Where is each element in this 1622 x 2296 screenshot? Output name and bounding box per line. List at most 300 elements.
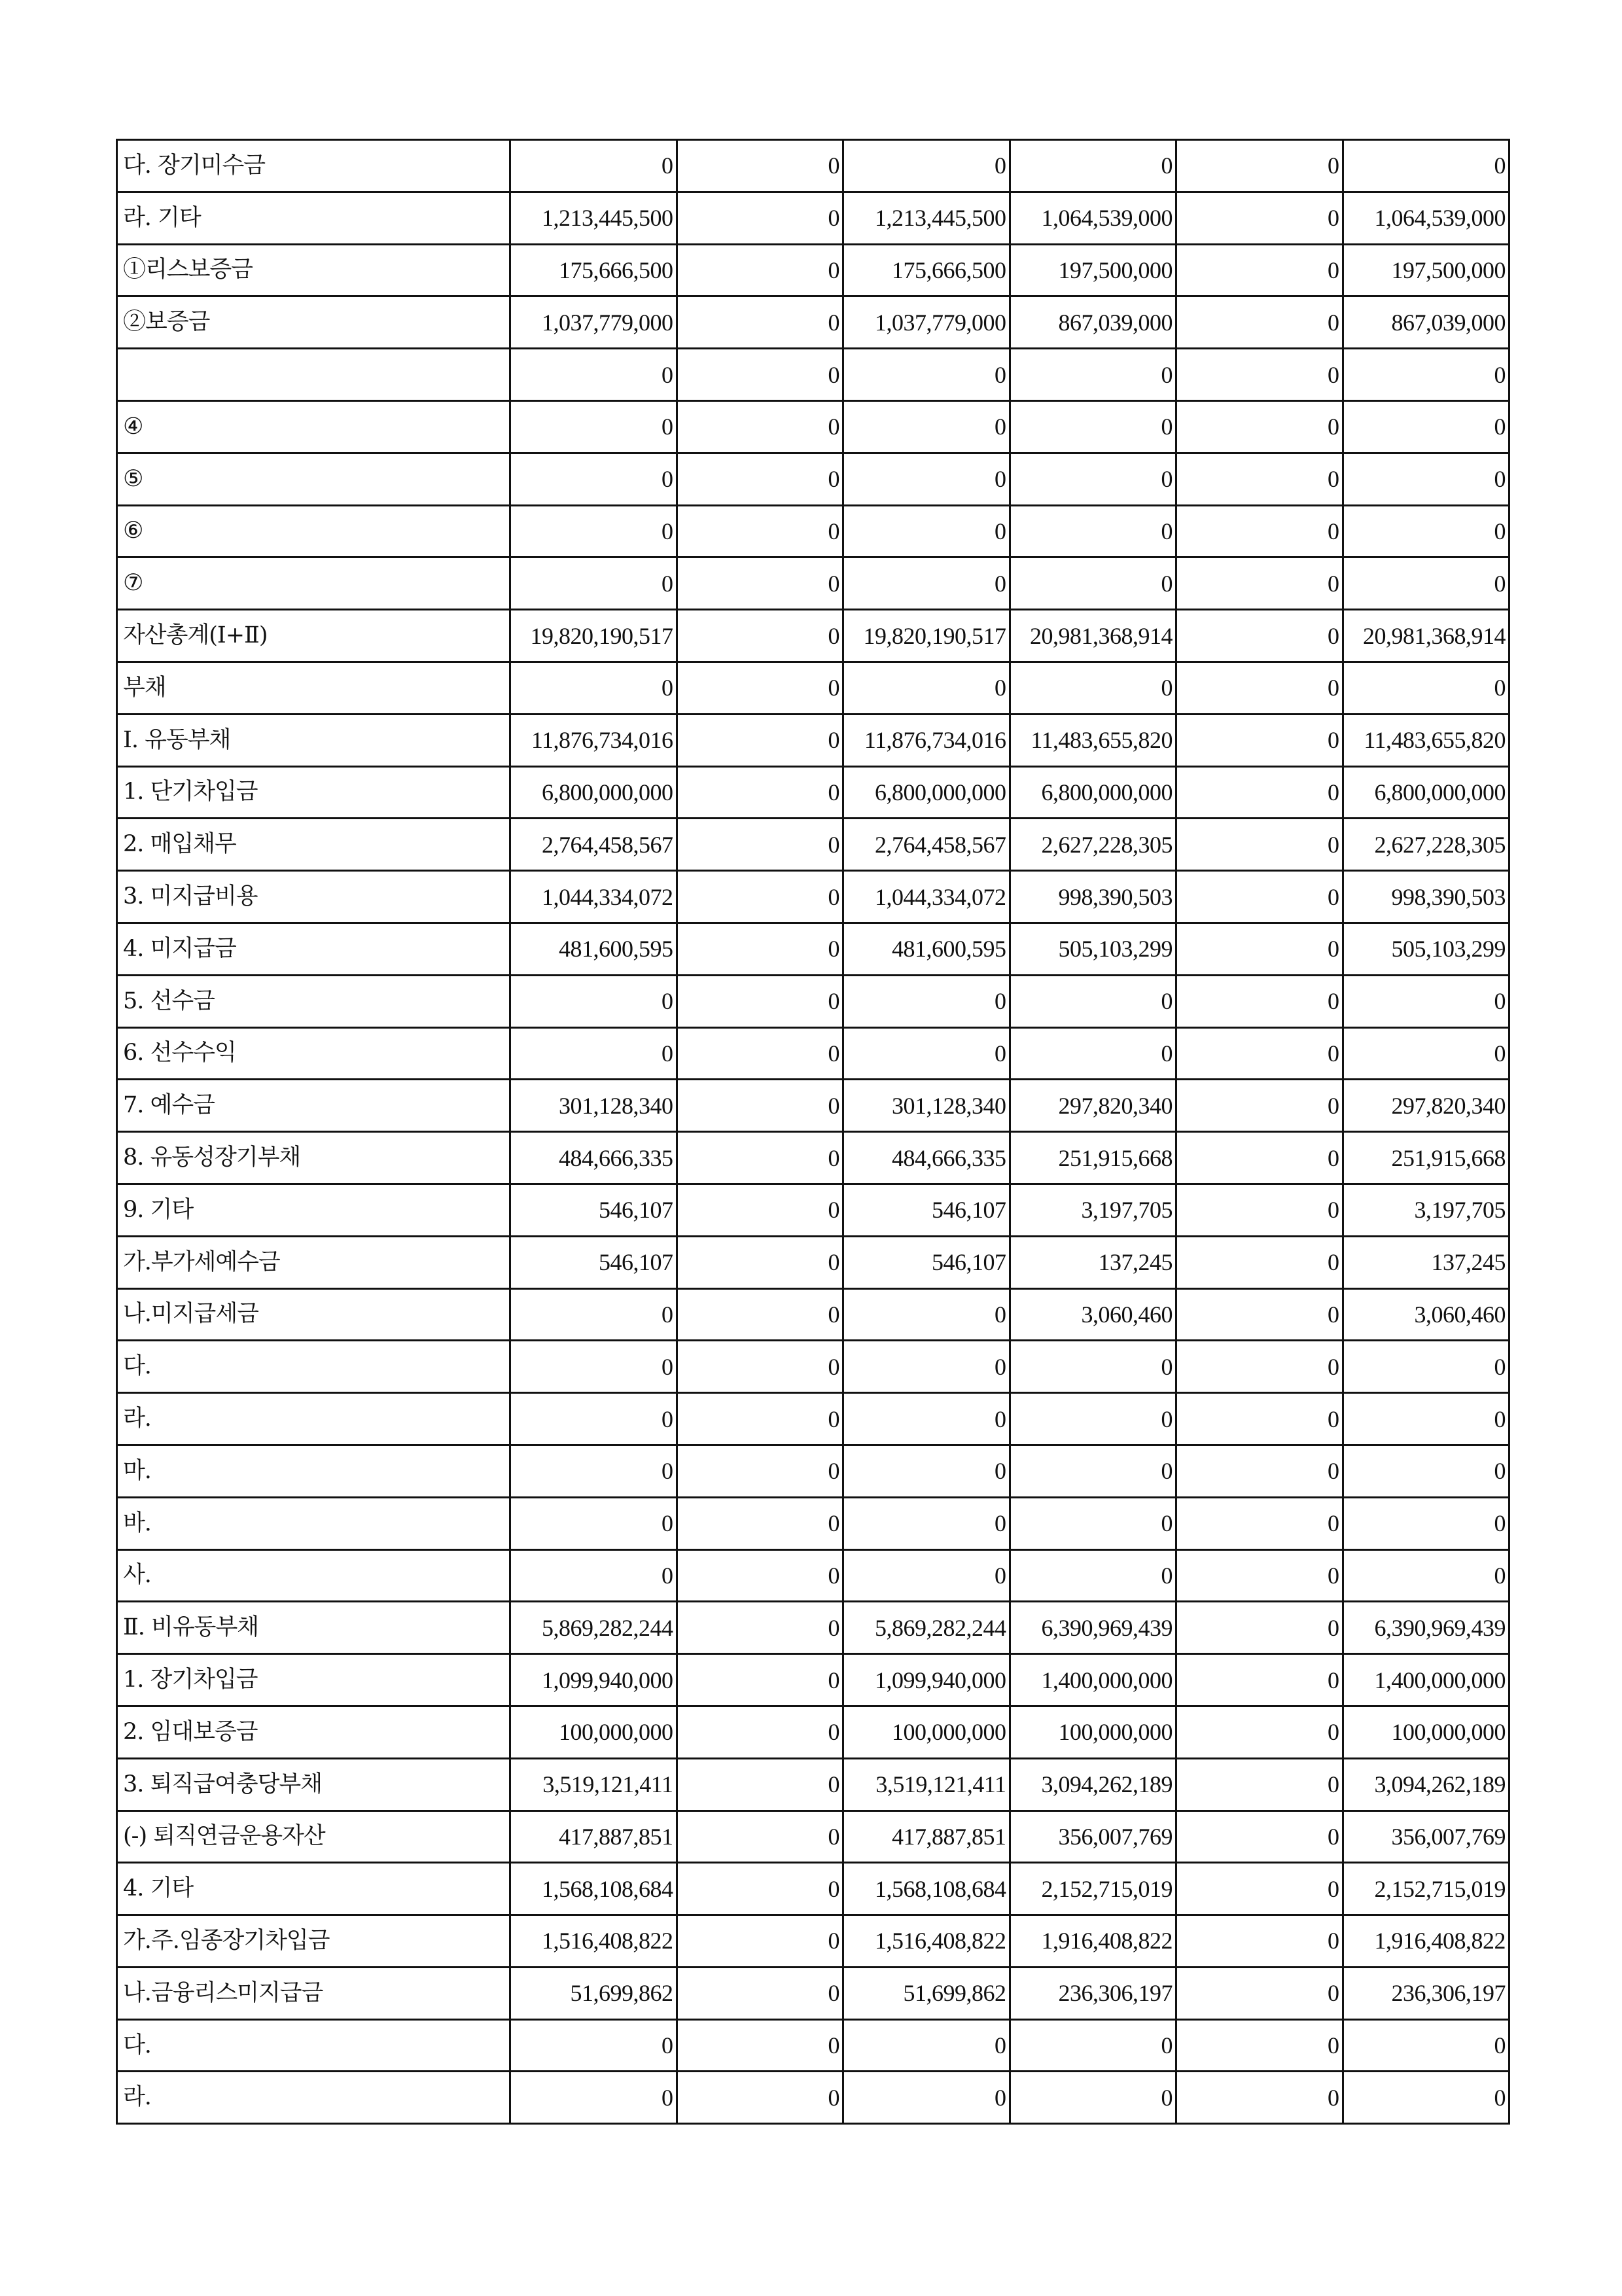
value-cell: 0 bbox=[510, 1027, 677, 1080]
row-label: 나.미지급세금 bbox=[117, 1288, 510, 1341]
value-cell: 0 bbox=[1176, 505, 1343, 557]
value-cell: 0 bbox=[1176, 453, 1343, 505]
value-cell: 6,390,969,439 bbox=[1010, 1602, 1176, 1654]
value-cell: 0 bbox=[1010, 662, 1176, 714]
value-cell: 505,103,299 bbox=[1343, 923, 1509, 975]
value-cell: 546,107 bbox=[843, 1184, 1010, 1236]
value-cell: 0 bbox=[677, 1915, 843, 1968]
value-cell: 0 bbox=[1010, 453, 1176, 505]
value-cell: 0 bbox=[510, 349, 677, 401]
value-cell: 297,820,340 bbox=[1343, 1080, 1509, 1132]
value-cell: 3,060,460 bbox=[1010, 1288, 1176, 1341]
value-cell: 0 bbox=[677, 819, 843, 871]
value-cell: 867,039,000 bbox=[1010, 296, 1176, 349]
value-cell: 3,519,121,411 bbox=[843, 1758, 1010, 1810]
value-cell: 100,000,000 bbox=[1343, 1706, 1509, 1758]
value-cell: 0 bbox=[1176, 1602, 1343, 1654]
value-cell: 0 bbox=[677, 1080, 843, 1132]
value-cell: 0 bbox=[843, 349, 1010, 401]
value-cell: 0 bbox=[510, 453, 677, 505]
value-cell: 0 bbox=[1343, 1027, 1509, 1080]
value-cell: 0 bbox=[1176, 1810, 1343, 1863]
table-row bbox=[117, 766, 1509, 819]
value-cell: 1,400,000,000 bbox=[1343, 1654, 1509, 1706]
value-cell: 1,568,108,684 bbox=[843, 1863, 1010, 1915]
value-cell: 0 bbox=[677, 714, 843, 766]
value-cell: 0 bbox=[677, 975, 843, 1027]
value-cell: 0 bbox=[677, 1393, 843, 1445]
value-cell: 0 bbox=[1176, 1027, 1343, 1080]
row-label: Ⅱ. 비유동부채 bbox=[117, 1602, 510, 1654]
value-cell: 0 bbox=[510, 1288, 677, 1341]
value-cell: 0 bbox=[1343, 2019, 1509, 2072]
table-row bbox=[117, 1863, 1509, 1915]
value-cell: 0 bbox=[1010, 1497, 1176, 1549]
value-cell: 0 bbox=[677, 1236, 843, 1288]
table-row bbox=[117, 557, 1509, 610]
row-label: 사. bbox=[117, 1549, 510, 1602]
value-cell: 251,915,668 bbox=[1343, 1132, 1509, 1184]
value-cell: 0 bbox=[677, 2072, 843, 2124]
value-cell: 3,197,705 bbox=[1010, 1184, 1176, 1236]
value-cell: 0 bbox=[1176, 1863, 1343, 1915]
table-row bbox=[117, 819, 1509, 871]
value-cell: 0 bbox=[677, 1810, 843, 1863]
value-cell: 0 bbox=[1176, 1236, 1343, 1288]
value-cell: 0 bbox=[1176, 923, 1343, 975]
value-cell: 0 bbox=[677, 1027, 843, 1080]
table-row bbox=[117, 1497, 1509, 1549]
value-cell: 0 bbox=[1343, 453, 1509, 505]
value-cell: 0 bbox=[1176, 1393, 1343, 1445]
value-cell: 1,044,334,072 bbox=[510, 871, 677, 923]
value-cell: 0 bbox=[843, 557, 1010, 610]
table-row bbox=[117, 714, 1509, 766]
value-cell: 6,800,000,000 bbox=[843, 766, 1010, 819]
value-cell: 19,820,190,517 bbox=[843, 610, 1010, 662]
balance-sheet-body bbox=[117, 140, 1509, 2124]
table-row bbox=[117, 1341, 1509, 1393]
value-cell: 0 bbox=[1343, 1445, 1509, 1497]
table-row bbox=[117, 244, 1509, 296]
value-cell: 0 bbox=[1176, 400, 1343, 453]
value-cell: 0 bbox=[677, 1341, 843, 1393]
row-label: 마. bbox=[117, 1445, 510, 1497]
value-cell: 0 bbox=[843, 1288, 1010, 1341]
table-row bbox=[117, 1393, 1509, 1445]
value-cell: 0 bbox=[1010, 1027, 1176, 1080]
value-cell: 0 bbox=[1343, 349, 1509, 401]
value-cell: 0 bbox=[1176, 2072, 1343, 2124]
row-label: ②보증금 bbox=[117, 296, 510, 349]
value-cell: 0 bbox=[843, 2019, 1010, 2072]
value-cell: 0 bbox=[1010, 140, 1176, 192]
value-cell: 0 bbox=[1343, 400, 1509, 453]
value-cell: 3,197,705 bbox=[1343, 1184, 1509, 1236]
value-cell: 0 bbox=[677, 1758, 843, 1810]
row-label: 5. 선수금 bbox=[117, 975, 510, 1027]
value-cell: 0 bbox=[510, 1445, 677, 1497]
value-cell: 0 bbox=[1176, 1445, 1343, 1497]
row-label: 2. 임대보증금 bbox=[117, 1706, 510, 1758]
table-row bbox=[117, 349, 1509, 401]
row-label: ⑤ bbox=[117, 453, 510, 505]
value-cell: 1,213,445,500 bbox=[510, 192, 677, 244]
table-row bbox=[117, 1027, 1509, 1080]
table-row bbox=[117, 296, 1509, 349]
value-cell: 236,306,197 bbox=[1010, 1967, 1176, 2019]
value-cell: 0 bbox=[1010, 975, 1176, 1027]
value-cell: 481,600,595 bbox=[843, 923, 1010, 975]
row-label: 6. 선수수익 bbox=[117, 1027, 510, 1080]
value-cell: 0 bbox=[510, 2072, 677, 2124]
value-cell: 1,064,539,000 bbox=[1010, 192, 1176, 244]
value-cell: 867,039,000 bbox=[1343, 296, 1509, 349]
value-cell: 0 bbox=[677, 1497, 843, 1549]
value-cell: 0 bbox=[510, 505, 677, 557]
value-cell: 546,107 bbox=[510, 1184, 677, 1236]
value-cell: 0 bbox=[677, 662, 843, 714]
value-cell: 0 bbox=[677, 1602, 843, 1654]
value-cell: 51,699,862 bbox=[843, 1967, 1010, 2019]
row-label bbox=[117, 349, 510, 401]
table-row bbox=[117, 662, 1509, 714]
value-cell: 0 bbox=[510, 2019, 677, 2072]
value-cell: 6,800,000,000 bbox=[1343, 766, 1509, 819]
value-cell: 481,600,595 bbox=[510, 923, 677, 975]
table-row bbox=[117, 923, 1509, 975]
value-cell: 0 bbox=[843, 400, 1010, 453]
table-row bbox=[117, 1810, 1509, 1863]
row-label: 가.주.임종장기차입금 bbox=[117, 1915, 510, 1968]
table-row bbox=[117, 871, 1509, 923]
value-cell: 3,094,262,189 bbox=[1343, 1758, 1509, 1810]
value-cell: 0 bbox=[1176, 819, 1343, 871]
value-cell: 19,820,190,517 bbox=[510, 610, 677, 662]
row-label: 부채 bbox=[117, 662, 510, 714]
value-cell: 2,627,228,305 bbox=[1343, 819, 1509, 871]
value-cell: 0 bbox=[677, 349, 843, 401]
value-cell: 484,666,335 bbox=[510, 1132, 677, 1184]
value-cell: 0 bbox=[1343, 1393, 1509, 1445]
value-cell: 2,764,458,567 bbox=[843, 819, 1010, 871]
value-cell: 0 bbox=[1176, 1080, 1343, 1132]
table-row bbox=[117, 1080, 1509, 1132]
value-cell: 11,876,734,016 bbox=[843, 714, 1010, 766]
value-cell: 0 bbox=[677, 400, 843, 453]
value-cell: 0 bbox=[677, 1967, 843, 2019]
value-cell: 0 bbox=[1176, 662, 1343, 714]
value-cell: 0 bbox=[1010, 1549, 1176, 1602]
value-cell: 0 bbox=[1176, 975, 1343, 1027]
value-cell: 0 bbox=[677, 1288, 843, 1341]
value-cell: 0 bbox=[1176, 610, 1343, 662]
value-cell: 1,516,408,822 bbox=[510, 1915, 677, 1968]
value-cell: 0 bbox=[510, 140, 677, 192]
table-row bbox=[117, 453, 1509, 505]
value-cell: 297,820,340 bbox=[1010, 1080, 1176, 1132]
value-cell: 0 bbox=[1010, 1445, 1176, 1497]
value-cell: 0 bbox=[677, 1863, 843, 1915]
value-cell: 546,107 bbox=[843, 1236, 1010, 1288]
row-label: 2. 매입채무 bbox=[117, 819, 510, 871]
row-label: 7. 예수금 bbox=[117, 1080, 510, 1132]
value-cell: 0 bbox=[677, 1654, 843, 1706]
value-cell: 0 bbox=[1343, 1497, 1509, 1549]
value-cell: 0 bbox=[1010, 1341, 1176, 1393]
value-cell: 0 bbox=[843, 1445, 1010, 1497]
value-cell: 3,060,460 bbox=[1343, 1288, 1509, 1341]
value-cell: 0 bbox=[1343, 975, 1509, 1027]
table-row bbox=[117, 192, 1509, 244]
value-cell: 20,981,368,914 bbox=[1343, 610, 1509, 662]
value-cell: 0 bbox=[677, 192, 843, 244]
value-cell: 0 bbox=[677, 610, 843, 662]
value-cell: 0 bbox=[843, 2072, 1010, 2124]
value-cell: 175,666,500 bbox=[843, 244, 1010, 296]
value-cell: 1,037,779,000 bbox=[843, 296, 1010, 349]
value-cell: 100,000,000 bbox=[510, 1706, 677, 1758]
value-cell: 0 bbox=[1010, 2072, 1176, 2124]
value-cell: 0 bbox=[1176, 1654, 1343, 1706]
value-cell: 0 bbox=[510, 1393, 677, 1445]
value-cell: 1,099,940,000 bbox=[510, 1654, 677, 1706]
value-cell: 1,916,408,822 bbox=[1010, 1915, 1176, 1968]
row-label: 라. bbox=[117, 1393, 510, 1445]
row-label: 라. 기타 bbox=[117, 192, 510, 244]
value-cell: 1,044,334,072 bbox=[843, 871, 1010, 923]
row-label: ④ bbox=[117, 400, 510, 453]
value-cell: 11,876,734,016 bbox=[510, 714, 677, 766]
value-cell: 100,000,000 bbox=[1010, 1706, 1176, 1758]
row-label: 9. 기타 bbox=[117, 1184, 510, 1236]
value-cell: 2,152,715,019 bbox=[1010, 1863, 1176, 1915]
value-cell: 0 bbox=[1176, 1706, 1343, 1758]
table-row bbox=[117, 1915, 1509, 1968]
table-row bbox=[117, 2019, 1509, 2072]
table-row bbox=[117, 1288, 1509, 1341]
value-cell: 0 bbox=[1176, 244, 1343, 296]
value-cell: 0 bbox=[1343, 557, 1509, 610]
table-row bbox=[117, 1758, 1509, 1810]
row-label: (-) 퇴직연금운용자산 bbox=[117, 1810, 510, 1863]
table-row bbox=[117, 975, 1509, 1027]
balance-sheet-table bbox=[116, 139, 1510, 2125]
value-cell: 0 bbox=[677, 557, 843, 610]
value-cell: 0 bbox=[1176, 766, 1343, 819]
row-label: 자산총계(Ⅰ+Ⅱ) bbox=[117, 610, 510, 662]
value-cell: 0 bbox=[1176, 714, 1343, 766]
value-cell: 0 bbox=[1343, 1341, 1509, 1393]
value-cell: 0 bbox=[510, 557, 677, 610]
table-row bbox=[117, 1602, 1509, 1654]
value-cell: 1,099,940,000 bbox=[843, 1654, 1010, 1706]
value-cell: 0 bbox=[843, 1497, 1010, 1549]
value-cell: 0 bbox=[677, 244, 843, 296]
value-cell: 197,500,000 bbox=[1343, 244, 1509, 296]
table-row bbox=[117, 140, 1509, 192]
value-cell: 0 bbox=[677, 505, 843, 557]
table-row bbox=[117, 505, 1509, 557]
value-cell: 0 bbox=[1176, 1132, 1343, 1184]
value-cell: 417,887,851 bbox=[510, 1810, 677, 1863]
value-cell: 0 bbox=[677, 2019, 843, 2072]
value-cell: 0 bbox=[1176, 1288, 1343, 1341]
row-label: 다. bbox=[117, 1341, 510, 1393]
value-cell: 0 bbox=[1176, 296, 1343, 349]
table-row bbox=[117, 1184, 1509, 1236]
value-cell: 0 bbox=[1010, 2019, 1176, 2072]
value-cell: 0 bbox=[843, 975, 1010, 1027]
value-cell: 0 bbox=[1343, 1549, 1509, 1602]
value-cell: 546,107 bbox=[510, 1236, 677, 1288]
value-cell: 0 bbox=[1343, 505, 1509, 557]
value-cell: 11,483,655,820 bbox=[1343, 714, 1509, 766]
value-cell: 0 bbox=[677, 1132, 843, 1184]
value-cell: 0 bbox=[510, 1549, 677, 1602]
value-cell: 356,007,769 bbox=[1010, 1810, 1176, 1863]
row-label: 나.금융리스미지급금 bbox=[117, 1967, 510, 2019]
table-row bbox=[117, 1132, 1509, 1184]
value-cell: 0 bbox=[843, 453, 1010, 505]
row-label: ⑦ bbox=[117, 557, 510, 610]
value-cell: 0 bbox=[1176, 1549, 1343, 1602]
value-cell: 0 bbox=[510, 662, 677, 714]
value-cell: 100,000,000 bbox=[843, 1706, 1010, 1758]
value-cell: 0 bbox=[1010, 400, 1176, 453]
value-cell: 0 bbox=[1010, 557, 1176, 610]
value-cell: 0 bbox=[677, 1549, 843, 1602]
value-cell: 0 bbox=[1010, 349, 1176, 401]
row-label: 8. 유동성장기부채 bbox=[117, 1132, 510, 1184]
value-cell: 175,666,500 bbox=[510, 244, 677, 296]
value-cell: 0 bbox=[843, 1393, 1010, 1445]
value-cell: 0 bbox=[1176, 1758, 1343, 1810]
value-cell: 484,666,335 bbox=[843, 1132, 1010, 1184]
value-cell: 1,064,539,000 bbox=[1343, 192, 1509, 244]
value-cell: 1,213,445,500 bbox=[843, 192, 1010, 244]
value-cell: 2,152,715,019 bbox=[1343, 1863, 1509, 1915]
value-cell: 0 bbox=[1176, 349, 1343, 401]
value-cell: 6,800,000,000 bbox=[510, 766, 677, 819]
value-cell: 0 bbox=[1176, 1184, 1343, 1236]
table-row bbox=[117, 610, 1509, 662]
row-label: 4. 기타 bbox=[117, 1863, 510, 1915]
row-label: Ⅰ. 유동부채 bbox=[117, 714, 510, 766]
row-label: 다. 장기미수금 bbox=[117, 140, 510, 192]
value-cell: 1,916,408,822 bbox=[1343, 1915, 1509, 1968]
value-cell: 0 bbox=[1176, 871, 1343, 923]
value-cell: 236,306,197 bbox=[1343, 1967, 1509, 2019]
value-cell: 1,568,108,684 bbox=[510, 1863, 677, 1915]
value-cell: 0 bbox=[1343, 2072, 1509, 2124]
value-cell: 6,390,969,439 bbox=[1343, 1602, 1509, 1654]
row-label: 바. bbox=[117, 1497, 510, 1549]
value-cell: 0 bbox=[677, 1706, 843, 1758]
value-cell: 0 bbox=[843, 662, 1010, 714]
row-label: ⑥ bbox=[117, 505, 510, 557]
value-cell: 0 bbox=[1176, 2019, 1343, 2072]
value-cell: 1,400,000,000 bbox=[1010, 1654, 1176, 1706]
value-cell: 0 bbox=[843, 1341, 1010, 1393]
value-cell: 0 bbox=[843, 505, 1010, 557]
row-label: 1. 장기차입금 bbox=[117, 1654, 510, 1706]
value-cell: 137,245 bbox=[1343, 1236, 1509, 1288]
value-cell: 2,627,228,305 bbox=[1010, 819, 1176, 871]
value-cell: 505,103,299 bbox=[1010, 923, 1176, 975]
table-row bbox=[117, 1967, 1509, 2019]
value-cell: 998,390,503 bbox=[1343, 871, 1509, 923]
table-row bbox=[117, 1236, 1509, 1288]
value-cell: 6,800,000,000 bbox=[1010, 766, 1176, 819]
table-row bbox=[117, 1706, 1509, 1758]
value-cell: 0 bbox=[1176, 1497, 1343, 1549]
value-cell: 998,390,503 bbox=[1010, 871, 1176, 923]
value-cell: 0 bbox=[510, 975, 677, 1027]
value-cell: 0 bbox=[677, 1445, 843, 1497]
value-cell: 0 bbox=[677, 923, 843, 975]
value-cell: 0 bbox=[1010, 505, 1176, 557]
value-cell: 0 bbox=[677, 871, 843, 923]
value-cell: 0 bbox=[1176, 192, 1343, 244]
value-cell: 0 bbox=[1176, 557, 1343, 610]
row-label: 3. 퇴직급여충당부채 bbox=[117, 1758, 510, 1810]
value-cell: 0 bbox=[843, 1549, 1010, 1602]
value-cell: 417,887,851 bbox=[843, 1810, 1010, 1863]
value-cell: 0 bbox=[510, 400, 677, 453]
value-cell: 0 bbox=[510, 1341, 677, 1393]
row-label: ①리스보증금 bbox=[117, 244, 510, 296]
value-cell: 0 bbox=[1010, 1393, 1176, 1445]
value-cell: 2,764,458,567 bbox=[510, 819, 677, 871]
value-cell: 3,519,121,411 bbox=[510, 1758, 677, 1810]
table-row bbox=[117, 1654, 1509, 1706]
value-cell: 0 bbox=[1343, 140, 1509, 192]
value-cell: 0 bbox=[1176, 1341, 1343, 1393]
value-cell: 251,915,668 bbox=[1010, 1132, 1176, 1184]
value-cell: 0 bbox=[677, 453, 843, 505]
value-cell: 301,128,340 bbox=[510, 1080, 677, 1132]
value-cell: 197,500,000 bbox=[1010, 244, 1176, 296]
value-cell: 0 bbox=[510, 1497, 677, 1549]
value-cell: 5,869,282,244 bbox=[510, 1602, 677, 1654]
value-cell: 51,699,862 bbox=[510, 1967, 677, 2019]
row-label: 다. bbox=[117, 2019, 510, 2072]
value-cell: 137,245 bbox=[1010, 1236, 1176, 1288]
value-cell: 356,007,769 bbox=[1343, 1810, 1509, 1863]
value-cell: 0 bbox=[1176, 1915, 1343, 1968]
value-cell: 301,128,340 bbox=[843, 1080, 1010, 1132]
table-row bbox=[117, 400, 1509, 453]
value-cell: 0 bbox=[1176, 1967, 1343, 2019]
value-cell: 0 bbox=[1343, 662, 1509, 714]
value-cell: 0 bbox=[677, 1184, 843, 1236]
value-cell: 3,094,262,189 bbox=[1010, 1758, 1176, 1810]
value-cell: 20,981,368,914 bbox=[1010, 610, 1176, 662]
value-cell: 1,037,779,000 bbox=[510, 296, 677, 349]
row-label: 1. 단기차입금 bbox=[117, 766, 510, 819]
value-cell: 0 bbox=[677, 296, 843, 349]
row-label: 가.부가세예수금 bbox=[117, 1236, 510, 1288]
row-label: 4. 미지급금 bbox=[117, 923, 510, 975]
value-cell: 11,483,655,820 bbox=[1010, 714, 1176, 766]
value-cell: 5,869,282,244 bbox=[843, 1602, 1010, 1654]
value-cell: 0 bbox=[843, 140, 1010, 192]
value-cell: 0 bbox=[1176, 140, 1343, 192]
row-label: 3. 미지급비용 bbox=[117, 871, 510, 923]
value-cell: 1,516,408,822 bbox=[843, 1915, 1010, 1968]
table-row bbox=[117, 1549, 1509, 1602]
